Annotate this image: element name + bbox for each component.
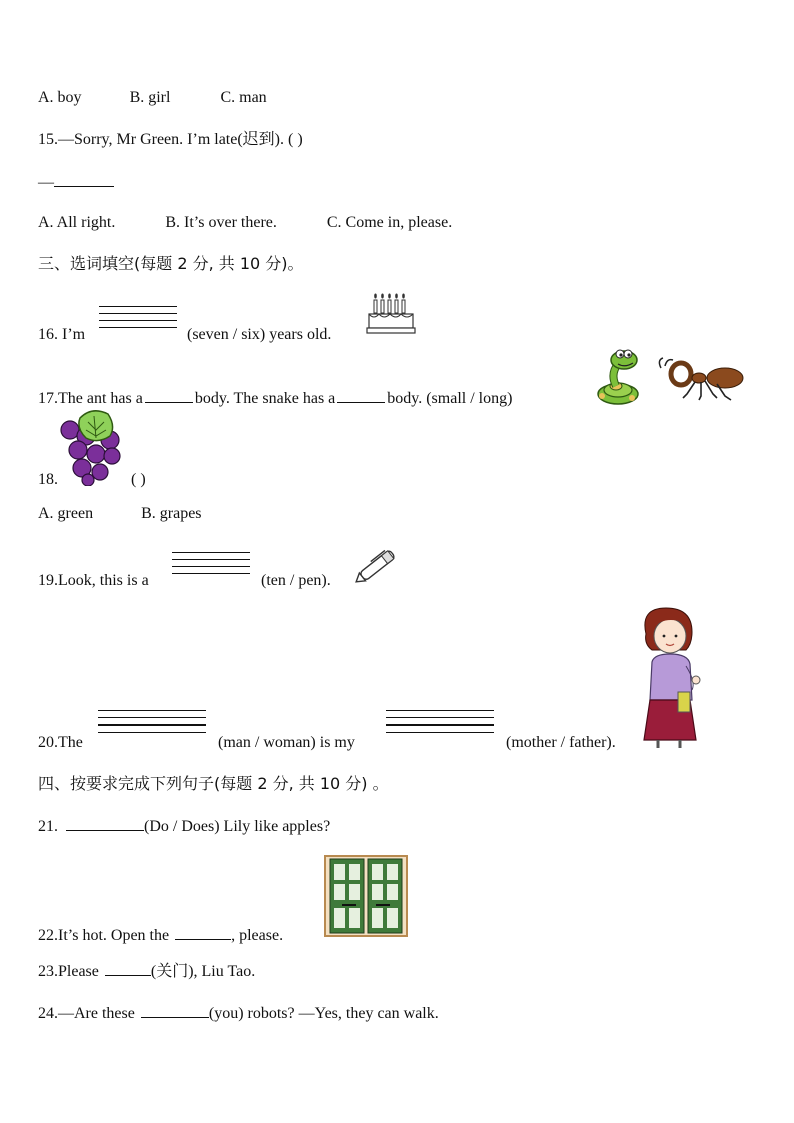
ant-icon bbox=[655, 354, 747, 407]
q15-dash: — bbox=[38, 174, 54, 191]
q15-option-c: C. Come in, please. bbox=[326, 214, 453, 231]
pen-icon bbox=[352, 542, 406, 591]
q21-sentence bbox=[38, 816, 330, 837]
q22-suffix: , please. bbox=[231, 927, 284, 944]
q16-writing-lines[interactable] bbox=[99, 306, 177, 334]
q15-option-a: A. All right. bbox=[38, 214, 116, 231]
q16-prefix: 16. I’m bbox=[38, 326, 86, 343]
q23-blank[interactable] bbox=[105, 961, 151, 976]
q15-blank[interactable] bbox=[54, 172, 114, 187]
q15-answer-line bbox=[38, 172, 114, 193]
q20-suffix: (mother / father). bbox=[506, 734, 616, 751]
q14-option-a: A. boy bbox=[38, 89, 82, 106]
q21-number: 21. bbox=[38, 818, 58, 835]
q22-sentence bbox=[38, 925, 283, 946]
q15-option-b: B. It’s over there. bbox=[165, 214, 277, 231]
q21-text: (Do / Does) Lily like apples? bbox=[144, 818, 331, 835]
section-4-heading: 四、按要求完成下列句子(每题 2 分, 共 10 分) 。 bbox=[38, 774, 389, 793]
woman-icon bbox=[636, 604, 706, 755]
q17-blank-2[interactable] bbox=[337, 388, 385, 403]
q20-prefix: 20.The bbox=[38, 734, 83, 751]
q19-suffix: (ten / pen). bbox=[261, 572, 331, 589]
q19-prefix: 19.Look, this is a bbox=[38, 572, 149, 589]
q24-prefix: 24.—Are these bbox=[38, 1005, 135, 1022]
q17-part1: 17.The ant has a bbox=[38, 390, 143, 407]
q20-writing-lines-1[interactable] bbox=[98, 710, 206, 739]
q18-option-b: B. grapes bbox=[141, 505, 202, 522]
q23-sentence bbox=[38, 961, 255, 982]
q23-suffix: (关门), Liu Tao. bbox=[150, 963, 256, 980]
q19-writing-lines[interactable] bbox=[172, 552, 250, 580]
q23-prefix: 23.Please bbox=[38, 963, 99, 980]
q22-prefix: 22.It’s hot. Open the bbox=[38, 927, 170, 944]
window-icon bbox=[324, 855, 408, 942]
q14-options bbox=[38, 88, 267, 108]
q16-suffix: (seven / six) years old. bbox=[187, 326, 332, 343]
q24-blank[interactable] bbox=[141, 1003, 209, 1018]
q24-suffix: (you) robots? —Yes, they can walk. bbox=[208, 1005, 439, 1022]
q14-option-b: B. girl bbox=[129, 89, 171, 106]
q20-middle: (man / woman) is my bbox=[218, 734, 355, 751]
q22-blank[interactable] bbox=[175, 925, 231, 940]
q17-part2: body. The snake has a bbox=[194, 390, 336, 407]
q14-option-c: C. man bbox=[220, 89, 267, 106]
q18-answer-paren[interactable]: ( ) bbox=[131, 471, 146, 488]
q17-part3: body. (small / long) bbox=[387, 390, 513, 407]
q18-options bbox=[38, 504, 202, 524]
q24-sentence bbox=[38, 1003, 439, 1024]
section-3-heading: 三、选词填空(每题 2 分, 共 10 分)。 bbox=[38, 254, 304, 273]
q15-options bbox=[38, 213, 452, 233]
q18-option-a: A. green bbox=[38, 505, 94, 522]
q17-blank-1[interactable] bbox=[145, 388, 193, 403]
q21-blank[interactable] bbox=[66, 816, 144, 831]
q20-writing-lines-2[interactable] bbox=[386, 710, 494, 739]
cake-icon bbox=[366, 292, 416, 341]
q15-stem: 15.—Sorry, Mr Green. I’m late(迟到). ( ) bbox=[38, 131, 303, 148]
grapes-icon bbox=[58, 408, 126, 491]
q18-number: 18. bbox=[38, 471, 58, 488]
q17-sentence bbox=[38, 388, 512, 409]
snake-icon bbox=[594, 346, 650, 411]
